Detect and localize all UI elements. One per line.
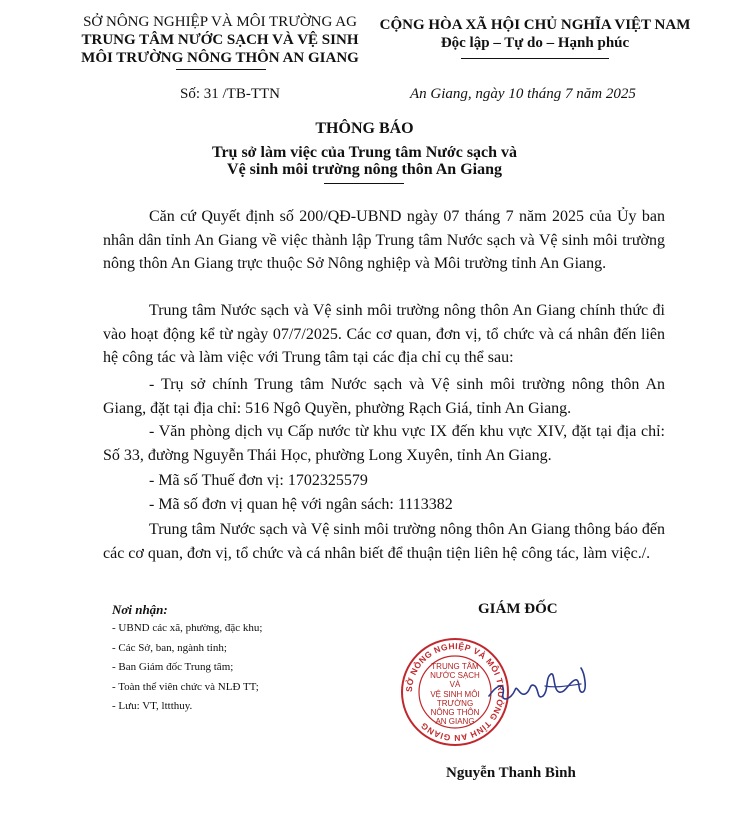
- document-subtitle-line1: Trụ sở làm việc của Trung tâm Nước sạch và: [211, 144, 518, 161]
- national-header-block: [375, 16, 695, 52]
- recipient-item: - Toàn thể viên chức và NLĐ TT;: [112, 680, 259, 693]
- seal-line: AN GIANG: [435, 717, 475, 727]
- nation-name: CỘNG HÒA XÃ HỘI CHỦ NGHĨA VIỆT NAM: [379, 17, 691, 33]
- address-item-headquarters: - Trụ sở chính Trung tâm Nước sạch và Vệ sinh môi trường nông thôn An Giang, đặt tại địa chỉ: 516 Ngô Quyền, phường Rạch Giá, tỉnh An Giang.: [103, 376, 665, 417]
- recipient-item: - Ban Giám đốc Trung tâm;: [112, 661, 234, 673]
- seal-line: VÀ: [449, 680, 461, 690]
- seal-line: NƯỚC SẠCH: [430, 671, 480, 681]
- budget-code-item: - Mã số đơn vị quan hệ với ngân sách: 1113382: [149, 496, 453, 513]
- title-underline: [324, 183, 404, 184]
- seal-line: NÔNG THÔN: [430, 708, 480, 718]
- tax-code-item: - Mã số Thuế đơn vị: 1702325579: [149, 472, 368, 489]
- seal-ring-text: SỞ NÔNG NGHIỆP VÀ MÔI TRƯỜNG TỈNH AN GIANG: [403, 640, 507, 744]
- agency-name-line2: MÔI TRƯỜNG NÔNG THÔN AN GIANG: [81, 50, 359, 66]
- seal-line: VỆ SINH MÔI TRƯỜNG: [430, 689, 480, 708]
- place-date: An Giang, ngày 10 tháng 7 năm 2025: [410, 86, 636, 102]
- paragraph-legal-basis: Căn cứ Quyết định số 200/QĐ-UBND ngày 07 tháng 7 năm 2025 của Ủy ban nhân dân tỉnh An Giang về việc thành lập Trung tâm Nước sạch và Vệ sinh môi trường nông thôn An Giang trực thuộc Sở Nông nghiệp và Môi trường tỉnh An Giang.: [103, 208, 665, 272]
- paragraph-closing: Trung tâm Nước sạch và Vệ sinh môi trường nông thôn An Giang thông báo đến các cơ quan, đơn vị, tổ chức và cá nhân biết để thuận tiện liên hệ công tác, làm việc./.: [103, 521, 665, 562]
- recipients-heading: Nơi nhận:: [112, 602, 168, 617]
- motto-underline: [461, 58, 609, 59]
- agency-underline: [176, 69, 266, 70]
- recipients-block: [112, 601, 392, 717]
- parent-agency-name: SỞ NÔNG NGHIỆP VÀ MÔI TRƯỜNG AG: [83, 14, 357, 30]
- seal-line: TRUNG TÂM: [431, 662, 479, 671]
- document-subtitle-line2: Vệ sinh môi trường nông thôn An Giang: [227, 161, 502, 178]
- issuing-agency-block: [60, 13, 380, 77]
- recipient-item: - Các Sở, ban, ngành tỉnh;: [112, 641, 227, 654]
- seal-center-text: [414, 662, 496, 726]
- recipient-item: - Lưu: VT, lttthuy.: [112, 700, 193, 712]
- signer-position: GIÁM ĐỐC: [478, 601, 558, 617]
- national-motto: Độc lập – Tự do – Hạnh phúc: [440, 35, 630, 51]
- document-number: Số: 31 /TB-TTN: [180, 86, 280, 102]
- agency-name-line1: TRUNG TÂM NƯỚC SẠCH VÀ VỆ SINH: [81, 32, 359, 48]
- handwritten-signature-icon: [485, 660, 595, 710]
- document-title: THÔNG BÁO: [315, 120, 414, 137]
- paragraph-announcement: Trung tâm Nước sạch và Vệ sinh môi trường nông thôn An Giang chính thức đi vào hoạt động kể từ ngày 07/7/2025. Các cơ quan, đơn vị, tổ chức và cá nhân đến liên hệ công tác và làm việc với Trung tâm tại các địa chỉ cụ thể sau:: [103, 302, 665, 366]
- signer-name: Nguyễn Thanh Bình: [446, 765, 576, 781]
- address-item-service-office: - Văn phòng dịch vụ Cấp nước từ khu vực IX đến khu vực XIV, đặt tại địa chỉ: Số 33, đường Nguyễn Thái Học, phường Long Xuyên, tỉnh An Giang.: [103, 423, 665, 464]
- recipient-item: - UBND các xã, phường, đặc khu;: [112, 622, 263, 634]
